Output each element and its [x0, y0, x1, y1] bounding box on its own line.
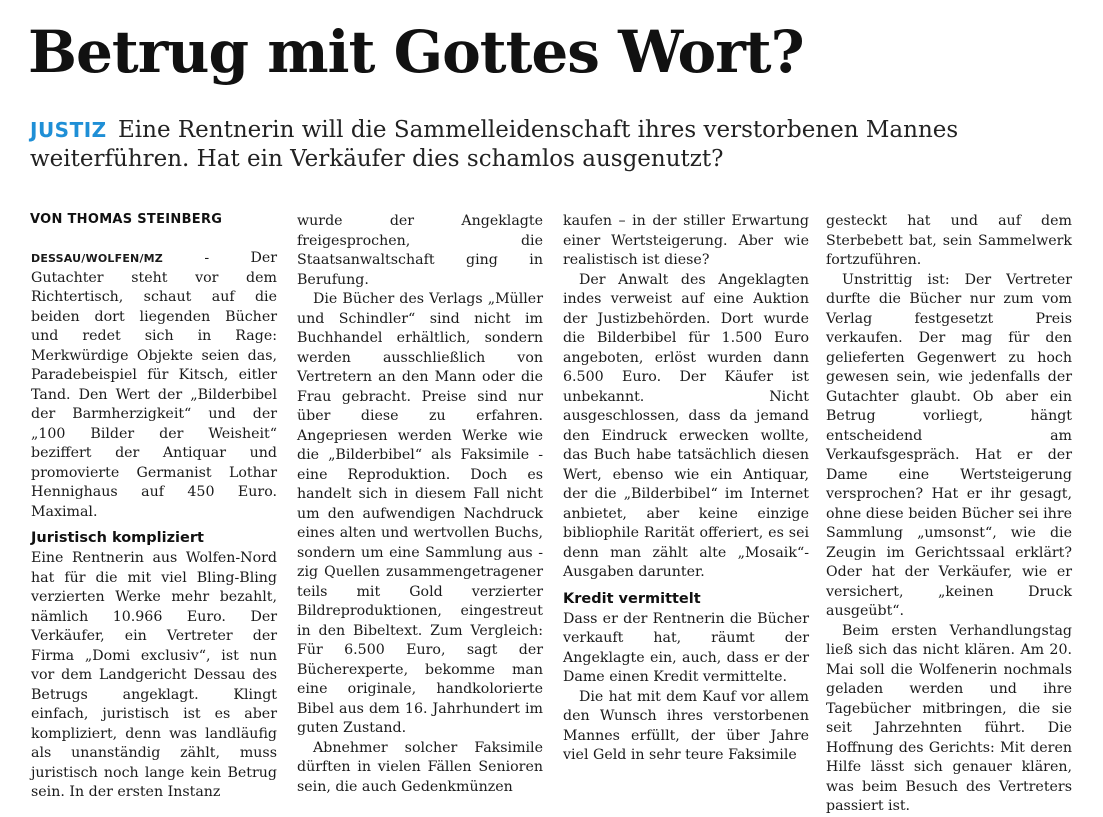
article-column-2: [297, 212, 543, 797]
paragraph-7-end: gesteckt hat und auf dem Sterbebett bat, sein Sammelwerk fortzuführen.: [826, 213, 1072, 268]
subhead-juristisch: Juristisch kompliziert: [31, 530, 204, 546]
byline: VON THOMAS STEINBERG: [30, 212, 223, 227]
article-column-4: [826, 212, 1072, 817]
dateline: DESSAU/WOLFEN/MZ: [31, 252, 163, 265]
headline: Betrug mit Gottes Wort?: [28, 18, 804, 86]
deck-text: Eine Rentnerin will die Sammelleidenschaft ihres verstorbenen Mannes weiterführen. Hat ein Verkäufer dies schamlos ausgenutzt?: [30, 117, 959, 172]
section-kicker: JUSTIZ: [30, 118, 107, 142]
paragraph-6: Dass er der Rentnerin die Bücher verkauft hat, räumt der Angeklagte ein, auch, dass er der Dame einen Kredit vermittelte.: [563, 610, 809, 685]
paragraph-4-start: Abnehmer solcher Faksimile dürften in vielen Fällen Senioren sein, die auch Gedenkmünzen: [297, 739, 543, 795]
paragraph-2-end: wurde der Angeklagte freigesprochen, die Staatsanwaltschaft ging in Berufung.: [297, 213, 543, 288]
paragraph-9: Beim ersten Verhandlungstag ließ sich das nicht klären. Am 20. Mai soll die Wolfenerin nochmals geladen werden und ihre Tagebücher mitbringen, die sie seit Jahrzehnten führt. Die Hoffnung des Gerichts: Mit deren Hilfe lässt sich genauer klären, was beim Besuch des Vertreters passiert ist.: [826, 622, 1072, 814]
paragraph-7-start: Die hat mit dem Kauf vor allem den Wunsch ihres verstorbenen Mannes erfüllt, der über Jahre viel Geld in sehr teure Faksimile: [563, 688, 809, 763]
paragraph-2-start: Eine Rentnerin aus Wolfen-Nord hat für die mit viel Bling-Bling verzierten Werke mehr bezahlt, nämlich 10.966 Euro. Der Verkäufer, ein Vertreter der Firma „Domi exclusiv“, ist nun vor dem Landgericht Dessau des Betrugs angeklagt. Klingt einfach, juristisch ist es aber kompliziert, denn was landläufig als unanständig zählt, muss juristisch noch lange kein Betrug sein. In der ersten Instanz: [31, 550, 277, 800]
subhead-kredit: Kredit vermittelt: [563, 590, 701, 607]
paragraph-3: Die Bücher des Verlags „Müller und Schindler“ sind nicht im Buchhandel erhältlich, sondern werden ausschließlich von Vertretern an den Mann oder die Frau gebracht. Preise sind nur über diese zu erfahren. Angepriesen werden Werke wie die „Bilderbibel“ als Faksimile - eine Reproduktion. Doch es handelt sich in diesem Fall nicht um den aufwendigen Nachdruck eines alten und wertvollen Buchs, sondern um eine Sammlung aus -zig Quellen zusammengetragener teils mit Gold verzierter Bildreproduktionen, eingestreut in den Bibeltext. Zum Vergleich: Für 6.500 Euro, sagt der Bücherexperte, bekomme man eine originale, handkolorierte Bibel aus dem 16. Jahrhundert im guten Zustand.: [297, 291, 543, 736]
paragraph-8: Unstrittig ist: Der Vertreter durfte die Bücher nur zum vom Verlag festgesetzt Preis verkaufen. Der mag für den gelieferten Gegenwert zu hoch gewesen sein, wie jedenfalls der Gutachter glaubt. Ob aber ein Betrug vorliegt, hängt entscheidend am Verkaufsgespräch. Hat er der Dame eine Wertsteigerung versprochen? Hat er ihr gesagt, ohne diese beiden Bücher sei ihre Sammlung „umsonst“, wie die Zeugin im Gerichtssaal erklärt? Oder hat der Verkäufer, wie er versichert, „keinen Druck ausgeübt“.: [826, 271, 1072, 619]
paragraph-5: Der Anwalt des Angeklagten indes verweist auf eine Auktion der Justizbehörden. Dort wurde die Bilderbibel für 1.500 Euro angeboten, erlöst wurden dann 6.500 Euro. Der Käufer ist unbekannt. Nicht ausgeschlossen, dass da jemand den Eindruck erwecken wollte, das Buch habe tatsächlich diesen Wert, ebenso wie ein Antiquar, der die „Bilderbibel“ im Internet anbietet, aber keine einzige bibliophile Rarität offeriert, es sei denn man zählt alte „Mosaik“-Ausgaben darunter.: [563, 271, 809, 580]
deck: [30, 116, 1070, 174]
article-column-3: [563, 212, 809, 766]
lead-paragraph: [31, 249, 277, 522]
article-column-1: [31, 249, 277, 803]
paragraph-4-end: kaufen – in der stiller Erwartung einer Wertsteigerung. Aber wie realistisch ist diese?: [563, 213, 809, 268]
lead-text: - Der Gutachter steht vor dem Richtertisch, schaut auf die beiden dort liegenden Bücher und redet sich in Rage: Merkwürdige Objekte seien das, Paradebeispiel für Kitsch, eitler Tand. Den Wert der „Bilderbibel der Barmherzigkeit“ und der „100 Bilder der Weisheit“ beziffert der Antiquar und promovierte Germanist Lothar Hennighaus auf 450 Euro. Maximal.: [31, 250, 277, 520]
